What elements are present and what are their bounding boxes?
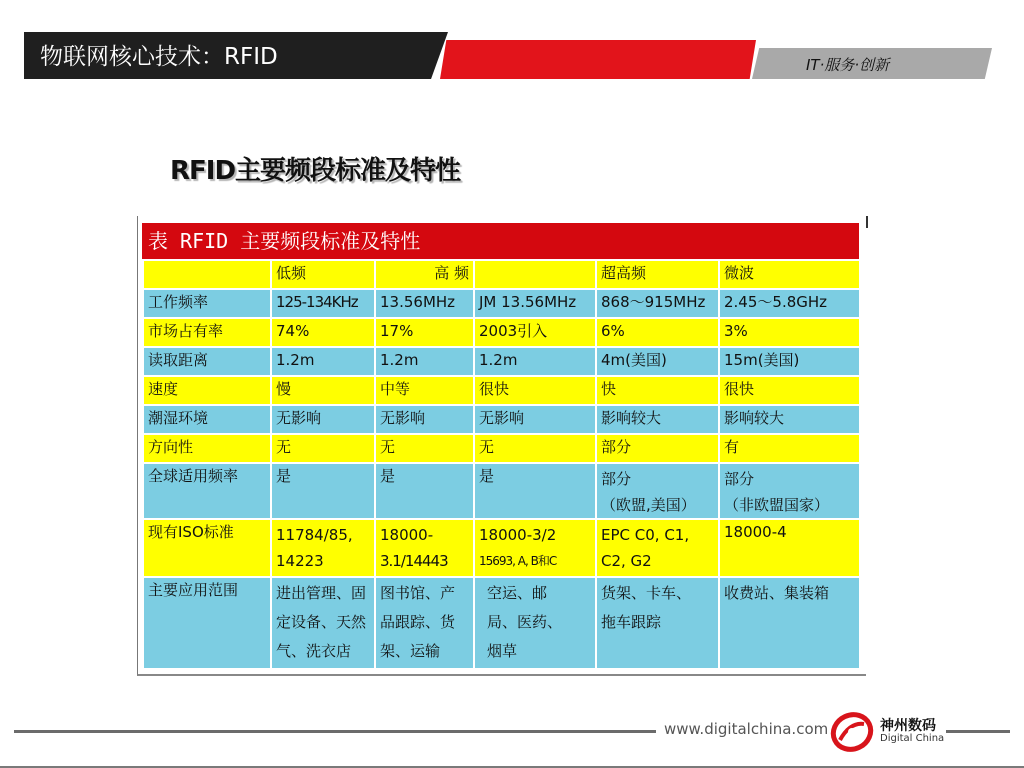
table-row — [143, 347, 860, 376]
table-cell: 进出管理、固 定设备、天然 气、洗衣店 — [271, 577, 375, 669]
table-cell: EPC C0, C1, C2, G2 — [596, 519, 719, 577]
table-row — [143, 577, 860, 669]
row-label: 方向性 — [143, 434, 271, 463]
table-cell: 收费站、集装箱 — [719, 577, 860, 669]
table-cell: 部分 （非欧盟国家） — [719, 463, 860, 519]
table-cell: 货架、卡车、 拖车跟踪 — [596, 577, 719, 669]
header-red-band — [440, 40, 756, 79]
table-row — [143, 463, 860, 519]
row-label: 速度 — [143, 376, 271, 405]
header-slogan: IT·服务·创新 — [806, 56, 890, 74]
table-cell: 18000-4 — [719, 519, 860, 577]
table-row — [143, 434, 860, 463]
table-cell: 17% — [375, 318, 474, 347]
header-cell: 低频 — [271, 260, 375, 289]
table-cell: 中等 — [375, 376, 474, 405]
table-cell: 图书馆、产 品跟踪、货 架、运输 — [375, 577, 474, 669]
row-label: 现有ISO标准 — [143, 519, 271, 577]
header-cell: 微波 — [719, 260, 860, 289]
table-cell: 有 — [719, 434, 860, 463]
table-cell: 无影响 — [271, 405, 375, 434]
table-cell: 慢 — [271, 376, 375, 405]
table-image — [137, 216, 866, 676]
table-cell: 影响较大 — [719, 405, 860, 434]
table-cell: 11784/85, 14223 — [271, 519, 375, 577]
table-cell: 4m(美国) — [596, 347, 719, 376]
table-cell: 13.56MHz — [375, 289, 474, 318]
row-label: 主要应用范围 — [143, 577, 271, 669]
table-cell: 部分 （欧盟,美国） — [596, 463, 719, 519]
table-caption: 表 RFID 主要频段标准及特性 — [142, 223, 859, 259]
table-cell: 1.2m — [271, 347, 375, 376]
table-cell: 很快 — [719, 376, 860, 405]
footer-rule-left — [14, 730, 656, 733]
table-cell: 部分 — [596, 434, 719, 463]
table-cell: 是 — [375, 463, 474, 519]
table-cell: 868～915MHz — [596, 289, 719, 318]
header-cell: 超高频 — [596, 260, 719, 289]
table-cell: JM 13.56MHz — [474, 289, 596, 318]
table-cell: 无影响 — [375, 405, 474, 434]
table-row — [143, 519, 860, 577]
table-cell: 空运、邮 局、医药、 烟草 — [474, 577, 596, 669]
table-cell: 很快 — [474, 376, 596, 405]
row-label: 读取距离 — [143, 347, 271, 376]
table-cell: 是 — [271, 463, 375, 519]
table-cell: 18000- 3.1/14443 — [375, 519, 474, 577]
header-cell — [474, 260, 596, 289]
header-cell — [143, 260, 271, 289]
table-cell: 无 — [474, 434, 596, 463]
table-cell: 1.2m — [375, 347, 474, 376]
table-row — [143, 405, 860, 434]
table-cell: 无 — [375, 434, 474, 463]
table-header-row — [143, 260, 860, 289]
table-cell: 15m(美国) — [719, 347, 860, 376]
row-label: 潮湿环境 — [143, 405, 271, 434]
table-row — [143, 318, 860, 347]
footer-rule-right — [946, 730, 1010, 733]
table-cell: 是 — [474, 463, 596, 519]
frequency-table — [142, 259, 861, 670]
digital-china-logo-icon — [830, 710, 874, 754]
table-cell: 快 — [596, 376, 719, 405]
row-label: 市场占有率 — [143, 318, 271, 347]
table-cell: 影响较大 — [596, 405, 719, 434]
table-row — [143, 376, 860, 405]
slide-subtitle: RFID主要频段标准及特性 — [170, 156, 461, 186]
table-cell: 3% — [719, 318, 860, 347]
table-cell: 6% — [596, 318, 719, 347]
row-label: 工作频率 — [143, 289, 271, 318]
table-cell: 125-134KHz — [271, 289, 375, 318]
table-row — [143, 289, 860, 318]
table-cell: 无影响 — [474, 405, 596, 434]
table-cell: 18000-3/2 15693, A, B和C — [474, 519, 596, 577]
slide-title: 物联网核心技术：RFID — [40, 44, 278, 70]
table-cell: 74% — [271, 318, 375, 347]
row-label: 全球适用频率 — [143, 463, 271, 519]
footer-url: www.digitalchina.com — [664, 720, 829, 738]
table-cell: 2.45～5.8GHz — [719, 289, 860, 318]
footer-brand-en: Digital China — [880, 733, 945, 744]
table-cell: 1.2m — [474, 347, 596, 376]
footer-brand-cn: 神州数码 — [880, 718, 936, 734]
table-cell: 2003引入 — [474, 318, 596, 347]
table-cell: 无 — [271, 434, 375, 463]
header-cell: 高 频 — [375, 260, 474, 289]
